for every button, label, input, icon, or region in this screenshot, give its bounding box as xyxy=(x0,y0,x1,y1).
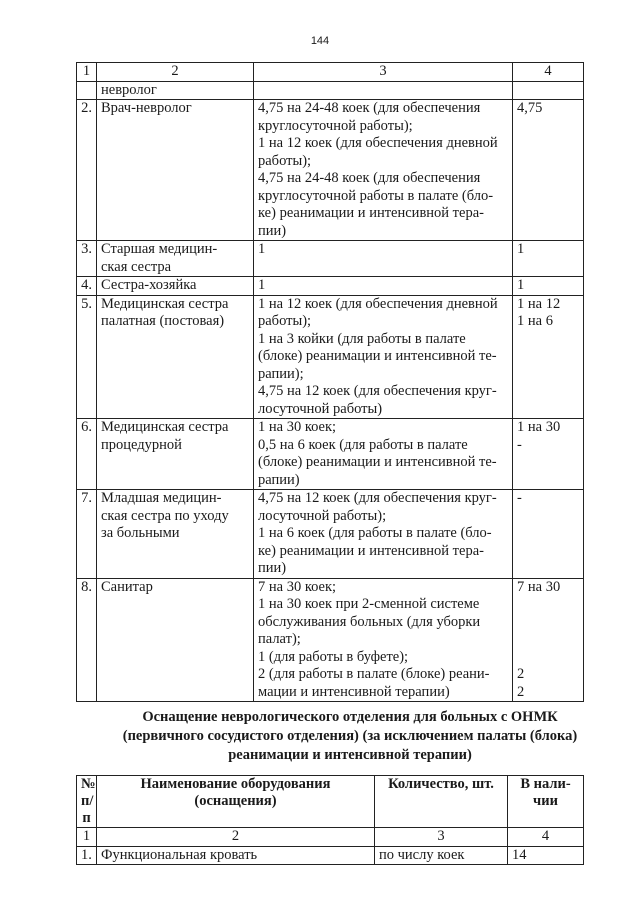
position-name: Медицинская сестра палатная (постовая) xyxy=(97,295,254,419)
position-name: Младшая медицин- ская сестра по уходу за больными xyxy=(97,490,254,579)
staffing-value: 2 xyxy=(517,683,525,700)
staffing-value: 1 на 12 xyxy=(517,295,561,312)
staffing-norm: 4,75 на 12 коек (для обеспечения круг- лосуточной работы); 1 на 6 коек (для работы в палате (бло- ке) реанимации и интенсивной тера- пии) xyxy=(254,490,513,579)
value-cell xyxy=(513,81,584,100)
equipment-section-heading xyxy=(95,708,605,765)
table-row xyxy=(77,578,584,702)
position-name: Врач-невролог xyxy=(97,100,254,241)
column-number: 4 xyxy=(513,63,584,82)
header-num: № п/п xyxy=(77,776,97,828)
staffing-value: - xyxy=(517,490,522,506)
staffing-value: 1 на 6 xyxy=(517,313,553,329)
staffing-value-cell xyxy=(513,419,584,490)
equipment-num: 1. xyxy=(77,846,97,865)
column-number: 3 xyxy=(254,63,513,82)
column-number-row xyxy=(77,63,584,82)
staffing-norm: 1 на 30 коек; 0,5 на 6 коек (для работы в палате (блоке) реанимации и интенсивной те- рапии) xyxy=(254,419,513,490)
row-number: 3. xyxy=(77,241,97,277)
staffing-value-cell xyxy=(513,241,584,277)
equipment-row xyxy=(77,846,584,865)
row-number: 5. xyxy=(77,295,97,419)
staffing-value: 7 на 30 xyxy=(517,578,561,595)
row-number: 7. xyxy=(77,490,97,579)
header-available: В нали- чии xyxy=(508,776,584,828)
staffing-value-cell xyxy=(513,277,584,296)
column-number: 2 xyxy=(97,828,375,847)
equipment-available: 14 xyxy=(508,846,584,865)
row-number: 6. xyxy=(77,419,97,490)
staff-norms-table xyxy=(76,62,584,702)
column-number: 3 xyxy=(375,828,508,847)
staffing-norm: 1 xyxy=(254,241,513,277)
staffing-value: 4,75 xyxy=(517,100,543,116)
staffing-value-cell xyxy=(513,295,584,419)
position-name: Сестра-хозяйка xyxy=(97,277,254,296)
equipment-column-number-row xyxy=(77,828,584,847)
staffing-value-cell xyxy=(513,490,584,579)
table-row xyxy=(77,490,584,579)
column-number: 1 xyxy=(77,63,97,82)
table-row xyxy=(77,295,584,419)
table-row xyxy=(77,100,584,241)
continuation-row xyxy=(77,81,584,100)
header-quantity: Количество, шт. xyxy=(375,776,508,828)
table-row xyxy=(77,419,584,490)
staffing-value xyxy=(517,596,579,614)
staffing-value xyxy=(517,649,579,667)
table-row xyxy=(77,277,584,296)
position-name: Медицинская сестра процедурной xyxy=(97,419,254,490)
staffing-value-cell xyxy=(513,578,584,702)
equipment-header-row xyxy=(77,776,584,828)
staffing-norm: 1 на 12 коек (для обеспечения дневной работы); 1 на 3 койки (для работы в палате (блоке) реанимации и интенсивной те- рапии); 4,75 на 12 коек (для обеспечения круг- лосуточной работы) xyxy=(254,295,513,419)
row-number: 4. xyxy=(77,277,97,296)
position-name: Санитар xyxy=(97,578,254,702)
staffing-norm: 4,75 на 24-48 коек (для обеспечения круглосуточной работы); 1 на 12 коек (для обеспечения дневной работы); 4,75 на 24-48 коек (для обеспечения круглосуточной работы в палате (бло- ке) реанимации и интенсивной тера- пии) xyxy=(254,100,513,241)
staffing-value: 1 xyxy=(517,241,525,257)
column-number: 2 xyxy=(97,63,254,82)
row-number-cell xyxy=(77,81,97,100)
heading-line: Оснащение неврологического отделения для больных с ОНМК xyxy=(142,709,558,725)
equipment-table xyxy=(76,775,584,865)
column-number: 1 xyxy=(77,828,97,847)
staffing-value xyxy=(517,631,579,649)
staffing-value: 2 xyxy=(517,666,525,682)
heading-line: реанимации и интенсивной терапии) xyxy=(228,747,472,763)
staffing-value: - xyxy=(517,436,522,453)
staffing-value-cell xyxy=(513,100,584,241)
staffing-value: 1 xyxy=(517,277,525,293)
row-number: 8. xyxy=(77,578,97,702)
position-name: Старшая медицин- ская сестра xyxy=(97,241,254,277)
table-row xyxy=(77,241,584,277)
staffing-norm: 1 xyxy=(254,277,513,296)
staffing-value: 1 на 30 xyxy=(517,419,561,435)
equipment-name: Функциональная кровать xyxy=(97,846,375,865)
position-cell: невролог xyxy=(97,81,254,100)
page-number: 144 xyxy=(310,35,330,47)
row-number: 2. xyxy=(77,100,97,241)
header-name: Наименование оборудования (оснащения) xyxy=(97,776,375,828)
staffing-value xyxy=(517,614,579,632)
staffing-norm: 7 на 30 коек; 1 на 30 коек при 2-сменной системе обслуживания больных (для уборки палат); 1 (для работы в буфете); 2 (для работы в палате (блоке) реани- мации и интенсивной терапии) xyxy=(254,578,513,702)
equipment-quantity: по числу коек xyxy=(375,846,508,865)
norms-cell xyxy=(254,81,513,100)
column-number: 4 xyxy=(508,828,584,847)
heading-line: (первичного сосудистого отделения) (за исключением палаты (блока) xyxy=(122,728,578,744)
